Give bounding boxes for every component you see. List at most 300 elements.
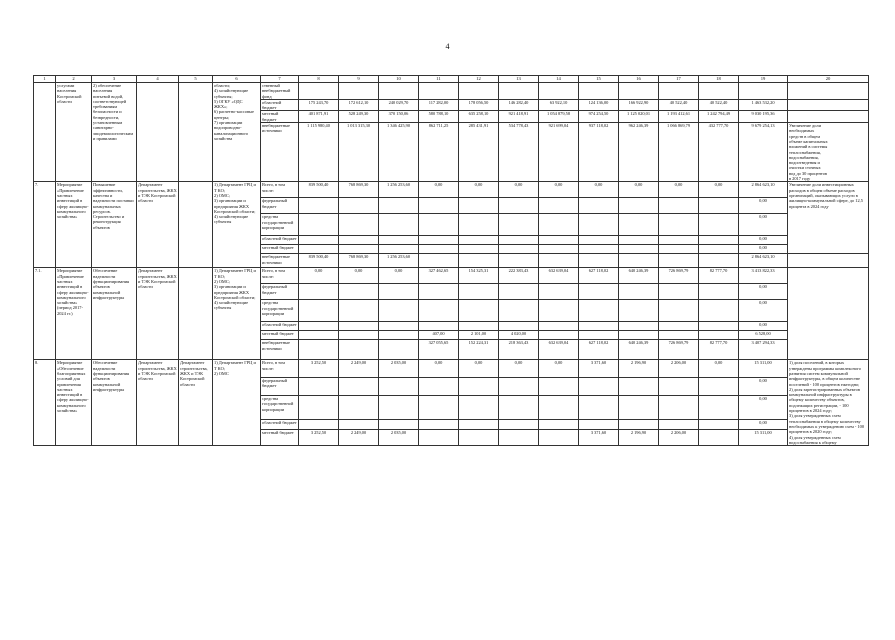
- amount-cell: [619, 83, 659, 100]
- total-cell: 0,00: [739, 395, 788, 420]
- amount-cell: 3 371,60: [579, 430, 619, 446]
- column-number-header: 1: [34, 76, 56, 83]
- amount-cell: [699, 300, 739, 322]
- amount-cell: [699, 331, 739, 340]
- funding-source-cell: местный бюджет: [261, 331, 299, 340]
- amount-cell: [379, 395, 419, 420]
- amount-cell: [379, 378, 419, 396]
- amount-cell: [579, 245, 619, 254]
- amount-cell: [419, 214, 459, 236]
- amount-cell: [419, 83, 459, 100]
- amount-cell: [299, 236, 339, 245]
- total-cell: 1 463 532,20: [739, 99, 788, 111]
- amount-cell: [499, 395, 539, 420]
- amount-cell: [459, 236, 499, 245]
- amount-cell: [539, 430, 579, 446]
- total-cell: 15 311,00: [739, 360, 788, 378]
- amount-cell: [619, 420, 659, 430]
- amount-cell: [539, 322, 579, 331]
- total-cell: 0,00: [739, 300, 788, 322]
- amount-cell: [659, 378, 699, 396]
- amount-cell: 2 249,00: [339, 430, 379, 446]
- amount-cell: [299, 83, 339, 100]
- participants-cell: 1) Департамент ГРЦ и Т КО; 2) ОМС; 3) организации и предприятия ЖКХ Костромской области; 4) хозяйствующие субъекты: [213, 182, 261, 268]
- amount-cell: [339, 236, 379, 245]
- funding-source-cell: областной бюджет: [261, 420, 299, 430]
- amount-cell: [459, 284, 499, 300]
- amount-cell: [339, 340, 379, 360]
- amount-cell: [499, 430, 539, 446]
- amount-cell: 0,00: [419, 360, 459, 378]
- amount-cell: 632 639,04: [539, 340, 579, 360]
- expected-result-cell: [788, 83, 869, 100]
- amount-cell: 0,00: [579, 182, 619, 198]
- table-row: [34, 83, 869, 100]
- total-cell: 0,00: [739, 236, 788, 245]
- total-cell: 2 864 623,10: [739, 182, 788, 198]
- total-cell: 3 413 822,33: [739, 268, 788, 284]
- amount-cell: [579, 331, 619, 340]
- amount-cell: [299, 395, 339, 420]
- amount-cell: 0,00: [379, 268, 419, 284]
- funding-source-cell: местный бюджет: [261, 245, 299, 254]
- amount-cell: 962 246,39: [619, 123, 659, 182]
- amount-cell: [579, 214, 619, 236]
- amount-cell: [499, 284, 539, 300]
- amount-cell: [579, 198, 619, 214]
- amount-cell: [459, 198, 499, 214]
- column-number-header: 14: [539, 76, 579, 83]
- amount-cell: [339, 331, 379, 340]
- column-number-header: 6: [213, 76, 261, 83]
- amount-cell: [659, 284, 699, 300]
- amount-cell: 640 246,39: [619, 340, 659, 360]
- amount-cell: [499, 83, 539, 100]
- amount-cell: [539, 378, 579, 396]
- amount-cell: [459, 83, 499, 100]
- amount-cell: [699, 395, 739, 420]
- amount-cell: [299, 214, 339, 236]
- activity-name-cell: Мероприятие «Обеспечение благоприятных условий для привлечения частных инвестиций в сферу жилищно-коммунального хозяйства»: [56, 360, 92, 446]
- amount-cell: [379, 331, 419, 340]
- amount-cell: [619, 322, 659, 331]
- amount-cell: 172 612,10: [339, 99, 379, 111]
- amount-cell: 3 252,50: [299, 430, 339, 446]
- amount-cell: [459, 430, 499, 446]
- amount-cell: [299, 245, 339, 254]
- amount-cell: 146 282,40: [499, 99, 539, 111]
- amount-cell: [579, 83, 619, 100]
- amount-cell: [339, 395, 379, 420]
- expected-result-cell: [788, 99, 869, 111]
- funding-source-cell: федеральный бюджет: [261, 378, 299, 396]
- amount-cell: [619, 198, 659, 214]
- amount-cell: [459, 395, 499, 420]
- amount-cell: [539, 300, 579, 322]
- total-cell: 0,00: [739, 284, 788, 300]
- amount-cell: 0,00: [339, 268, 379, 284]
- amount-cell: [339, 322, 379, 331]
- funding-source-cell: федеральный бюджет: [261, 198, 299, 214]
- amount-cell: [659, 254, 699, 268]
- total-cell: 0,00: [739, 420, 788, 430]
- expected-result-cell: 1) доля поселений, в которых утверждены программы комплексного развития систем коммунальной инфраструктуры, в общем количестве поселений - 100 процентов ежегодно; 2) доля зарегистрированных объектов коммунальной инфраструктуры в общему количеству объектов, подлежащих регистрации, - 100 процентов в 2024 году; 3) доля утвержденных схем теплоснабжения в общему количеству необходимых к утверждению схем - 100 процентов в 2020 году; 4) доля утвержденных схем водоснабжения к общему: [788, 360, 869, 446]
- amount-cell: [619, 245, 659, 254]
- amount-cell: [419, 245, 459, 254]
- amount-cell: [699, 83, 739, 100]
- amount-cell: [619, 254, 659, 268]
- total-cell: 2 864 623,10: [739, 254, 788, 268]
- amount-cell: 285 431,91: [459, 123, 499, 182]
- amount-cell: [659, 198, 699, 214]
- total-cell: 6 528,00: [739, 331, 788, 340]
- amount-cell: 327 462,65: [419, 268, 459, 284]
- amount-cell: [419, 395, 459, 420]
- amount-cell: [539, 83, 579, 100]
- column-number-header: 4: [137, 76, 179, 83]
- funding-source-cell: внебюджетные источники: [261, 254, 299, 268]
- amount-cell: [299, 331, 339, 340]
- amount-cell: 0,00: [699, 182, 739, 198]
- amount-cell: [379, 284, 419, 300]
- amount-cell: [659, 300, 699, 322]
- amount-cell: 152 224,31: [459, 340, 499, 360]
- amount-cell: [339, 245, 379, 254]
- total-cell: 0,00: [739, 322, 788, 331]
- amount-cell: 2 196,90: [619, 430, 659, 446]
- amount-cell: 627 118,02: [579, 268, 619, 284]
- funding-source-cell: средства государственной корпорации: [261, 300, 299, 322]
- amount-cell: 124 136,00: [579, 99, 619, 111]
- amount-cell: [299, 378, 339, 396]
- amount-cell: 3 252,50: [299, 360, 339, 378]
- amount-cell: [379, 245, 419, 254]
- amount-cell: 937 118,02: [579, 123, 619, 182]
- amount-cell: [619, 395, 659, 420]
- amount-cell: [459, 245, 499, 254]
- amount-cell: 1 125 020,01: [619, 111, 659, 123]
- amount-cell: [699, 284, 739, 300]
- amount-cell: [659, 83, 699, 100]
- amount-cell: 921 418,91: [499, 111, 539, 123]
- amount-cell: 632 639,04: [539, 268, 579, 284]
- total-cell: 0,00: [739, 245, 788, 254]
- amount-cell: 726 869,79: [659, 268, 699, 284]
- funding-source-cell: внебюджетные источники: [261, 340, 299, 360]
- amount-cell: [579, 236, 619, 245]
- row-number-cell: 7.: [34, 182, 56, 268]
- amount-cell: [339, 300, 379, 322]
- funding-source-cell: средства государственной корпорации: [261, 214, 299, 236]
- amount-cell: [379, 198, 419, 214]
- column-number-header: 3: [92, 76, 137, 83]
- column-number-header: 16: [619, 76, 659, 83]
- total-cell: 9 030 195,36: [739, 111, 788, 123]
- amount-cell: 726 869,79: [659, 340, 699, 360]
- amount-cell: [459, 300, 499, 322]
- amount-cell: [699, 420, 739, 430]
- expected-result-cell: [788, 111, 869, 123]
- amount-cell: [339, 198, 379, 214]
- column-number-header: 11: [419, 76, 459, 83]
- funding-source-cell: местный бюджет: [261, 430, 299, 446]
- amount-cell: [699, 430, 739, 446]
- expected-result-cell: [788, 254, 869, 268]
- amount-cell: 218 363,43: [499, 340, 539, 360]
- amount-cell: 1 193 412,61: [659, 111, 699, 123]
- amount-cell: 2 206,00: [659, 430, 699, 446]
- amount-cell: [539, 420, 579, 430]
- executor-cell: Департамент строительства, ЖКХ и ТЭК Костромской области: [137, 268, 179, 360]
- funding-source-cell: федеральный бюджет: [261, 284, 299, 300]
- coexecutor-cell: [179, 83, 213, 182]
- column-number-header: 17: [659, 76, 699, 83]
- amount-cell: [699, 254, 739, 268]
- amount-cell: [699, 322, 739, 331]
- funding-source-cell: областной бюджет: [261, 236, 299, 245]
- total-cell: 0,00: [739, 378, 788, 396]
- participants-cell: 1) Департамент ГРЦ и Т КО; 2) ОМС: [213, 360, 261, 446]
- amount-cell: [459, 214, 499, 236]
- amount-cell: [419, 300, 459, 322]
- amount-cell: 0,00: [499, 182, 539, 198]
- amount-cell: 0,00: [419, 182, 459, 198]
- amount-cell: [299, 284, 339, 300]
- amount-cell: 534 778,43: [499, 123, 539, 182]
- funding-source-cell: ственный внебюджетный фонд: [261, 83, 299, 100]
- amount-cell: 768 869,30: [339, 254, 379, 268]
- amount-cell: [539, 331, 579, 340]
- amount-cell: [299, 420, 339, 430]
- amount-cell: 2 035,00: [379, 430, 419, 446]
- amount-cell: 839 500,40: [299, 254, 339, 268]
- activity-goal-cell: Обеспечение надежности функционирования объектов коммунальной инфраструктуры: [92, 268, 137, 360]
- amount-cell: 640 246,39: [619, 268, 659, 284]
- column-number-header: 2: [56, 76, 92, 83]
- amount-cell: 178 056,50: [459, 99, 499, 111]
- amount-cell: [419, 430, 459, 446]
- expected-result-cell: [788, 268, 869, 360]
- funding-source-cell: областной бюджет: [261, 99, 299, 111]
- activity-name-cell: Мероприятие «Привлечение частных инвестиций в сферу жилищно-коммунального хозяйства» (период 2017-2024 гг.): [56, 268, 92, 360]
- amount-cell: [459, 322, 499, 331]
- amount-cell: [579, 322, 619, 331]
- amount-cell: [539, 254, 579, 268]
- column-number-header: 9: [339, 76, 379, 83]
- activity-name-cell: Мероприятие «Привлечение частных инвестиций в сферу жилищно-коммунального хозяйства»: [56, 182, 92, 268]
- executor-cell: Департамент строительства, ЖКХ и ТЭК Костромской области: [137, 182, 179, 268]
- funding-source-cell: Всего, в том числе:: [261, 182, 299, 198]
- participants-cell: 1) Департамент ГРЦ и Т КО; 2) ОМС; 3) организации и предприятия ЖКХ Костромской области; 4) хозяйствующие субъекты: [213, 268, 261, 360]
- amount-cell: 1 066 869,79: [659, 123, 699, 182]
- amount-cell: 407,00: [419, 331, 459, 340]
- amount-cell: 82 777,70: [699, 340, 739, 360]
- amount-cell: [379, 420, 419, 430]
- amount-cell: [499, 254, 539, 268]
- row-number-cell: [34, 83, 56, 182]
- page-number: 4: [445, 42, 450, 51]
- amount-cell: 1 256 253,60: [379, 254, 419, 268]
- amount-cell: 2 249,00: [339, 360, 379, 378]
- amount-cell: [299, 340, 339, 360]
- amount-cell: 2 101,00: [459, 331, 499, 340]
- amount-cell: 580 788,10: [419, 111, 459, 123]
- amount-cell: [659, 322, 699, 331]
- amount-cell: [499, 245, 539, 254]
- amount-cell: 0,00: [539, 360, 579, 378]
- amount-cell: 327 055,65: [419, 340, 459, 360]
- table-row: [34, 182, 869, 198]
- amount-cell: [619, 236, 659, 245]
- amount-cell: [539, 245, 579, 254]
- amount-cell: 40 522,40: [699, 99, 739, 111]
- funding-source-cell: областной бюджет: [261, 322, 299, 331]
- executor-cell: Департамент строительства, ЖКХ и ТЭК Костромской области: [137, 360, 179, 446]
- amount-cell: 528 249,30: [339, 111, 379, 123]
- column-number-header: 8: [299, 76, 339, 83]
- total-cell: 3 407 294,33: [739, 340, 788, 360]
- amount-cell: 154 325,31: [459, 268, 499, 284]
- amount-cell: [659, 420, 699, 430]
- program-activities-table: [33, 75, 869, 446]
- amount-cell: 0,00: [619, 182, 659, 198]
- amount-cell: [619, 331, 659, 340]
- amount-cell: [619, 378, 659, 396]
- total-cell: 15 311,00: [739, 430, 788, 446]
- amount-cell: [579, 395, 619, 420]
- amount-cell: [659, 395, 699, 420]
- amount-cell: [499, 214, 539, 236]
- amount-cell: [499, 236, 539, 245]
- amount-cell: 166 922,90: [619, 99, 659, 111]
- amount-cell: 401 871,91: [299, 111, 339, 123]
- amount-cell: [419, 236, 459, 245]
- amount-cell: [699, 198, 739, 214]
- amount-cell: [299, 198, 339, 214]
- amount-cell: [499, 378, 539, 396]
- amount-cell: [539, 236, 579, 245]
- amount-cell: [579, 378, 619, 396]
- amount-cell: 627 118,02: [579, 340, 619, 360]
- activity-goal-cell: Повышение эффективности, качества и надежности поставки коммунальных ресурсов. Строительство и реконструкция объектов: [92, 182, 137, 268]
- header-row: [34, 76, 869, 83]
- amount-cell: 921 699,04: [539, 123, 579, 182]
- total-cell: 0,00: [739, 214, 788, 236]
- amount-cell: [499, 420, 539, 430]
- column-number-header: 20: [788, 76, 869, 83]
- amount-cell: [379, 300, 419, 322]
- amount-cell: [419, 420, 459, 430]
- amount-cell: 2 206,00: [659, 360, 699, 378]
- amount-cell: 1 013 315,30: [339, 123, 379, 182]
- total-cell: [739, 83, 788, 100]
- table-row: [34, 360, 869, 378]
- amount-cell: 2 196,90: [619, 360, 659, 378]
- amount-cell: 3 371,60: [579, 360, 619, 378]
- amount-cell: [419, 284, 459, 300]
- amount-cell: 0,00: [459, 182, 499, 198]
- amount-cell: [539, 395, 579, 420]
- amount-cell: [579, 420, 619, 430]
- amount-cell: [499, 198, 539, 214]
- amount-cell: [539, 198, 579, 214]
- amount-cell: [339, 284, 379, 300]
- funding-source-cell: Всего, в том числе:: [261, 268, 299, 284]
- amount-cell: [659, 331, 699, 340]
- column-number-header: 18: [699, 76, 739, 83]
- row-number-cell: 7.1.: [34, 268, 56, 360]
- amount-cell: [379, 236, 419, 245]
- amount-cell: 40 522,40: [659, 99, 699, 111]
- amount-cell: [699, 214, 739, 236]
- executor-cell: [137, 83, 179, 182]
- amount-cell: [619, 284, 659, 300]
- amount-cell: [299, 322, 339, 331]
- activity-name-cell: услугами населения Костромской области: [56, 83, 92, 182]
- amount-cell: 0,00: [459, 360, 499, 378]
- amount-cell: [379, 214, 419, 236]
- amount-cell: [659, 214, 699, 236]
- amount-cell: 2 035,00: [379, 360, 419, 378]
- amount-cell: 839 500,40: [299, 182, 339, 198]
- funding-source-cell: средства государственной корпорации: [261, 395, 299, 420]
- table-row: [34, 268, 869, 284]
- amount-cell: 862 711,25: [419, 123, 459, 182]
- expected-result-cell: Увеличение доли инвестиционных расходов в общем объеме расходов организаций, оказывающих услуги в жилищно-коммунальной сфере, до 12,5 процента в 2024 году: [788, 182, 869, 254]
- amount-cell: 240 029,70: [379, 99, 419, 111]
- funding-source-cell: Всего, в том числе:: [261, 360, 299, 378]
- amount-cell: [379, 340, 419, 360]
- coexecutor-cell: [179, 268, 213, 360]
- amount-cell: [419, 378, 459, 396]
- coexecutor-cell: [179, 182, 213, 268]
- amount-cell: [579, 284, 619, 300]
- amount-cell: 0,00: [299, 268, 339, 284]
- amount-cell: 175 243,70: [299, 99, 339, 111]
- amount-cell: [339, 378, 379, 396]
- amount-cell: [619, 214, 659, 236]
- amount-cell: [419, 322, 459, 331]
- amount-cell: 370 150,06: [379, 111, 419, 123]
- column-number-header: 5: [179, 76, 213, 83]
- amount-cell: [419, 254, 459, 268]
- activity-goal-cell: Обеспечение надежности функционирования объектов коммунальной инфраструктуры: [92, 360, 137, 446]
- amount-cell: [619, 300, 659, 322]
- amount-cell: 768 869,30: [339, 182, 379, 198]
- column-number-header: 10: [379, 76, 419, 83]
- amount-cell: [459, 378, 499, 396]
- column-number-header: 19: [739, 76, 788, 83]
- amount-cell: 1 054 879,58: [539, 111, 579, 123]
- amount-cell: [659, 236, 699, 245]
- amount-cell: 974 254,50: [579, 111, 619, 123]
- amount-cell: [539, 214, 579, 236]
- amount-cell: [539, 284, 579, 300]
- coexecutor-cell: Департамент строительства, ЖКХ и ТЭК Костромской области: [179, 360, 213, 446]
- amount-cell: 82 777,70: [699, 268, 739, 284]
- amount-cell: [499, 322, 539, 331]
- row-number-cell: 8.: [34, 360, 56, 446]
- expected-result-cell: Увеличение доли необходимых средств в общем объеме капитальных вложений в системы теплоснабжения, водоснабжения, водоотведения и очистки сточных вод до 30 процентов в 2017 году: [788, 123, 869, 182]
- column-number-header: 13: [499, 76, 539, 83]
- amount-cell: 1 242 794,49: [699, 111, 739, 123]
- amount-cell: 1 346 425,90: [379, 123, 419, 182]
- amount-cell: [579, 254, 619, 268]
- amount-cell: [699, 245, 739, 254]
- amount-cell: [579, 300, 619, 322]
- amount-cell: [459, 254, 499, 268]
- funding-source-cell: местный бюджет: [261, 111, 299, 123]
